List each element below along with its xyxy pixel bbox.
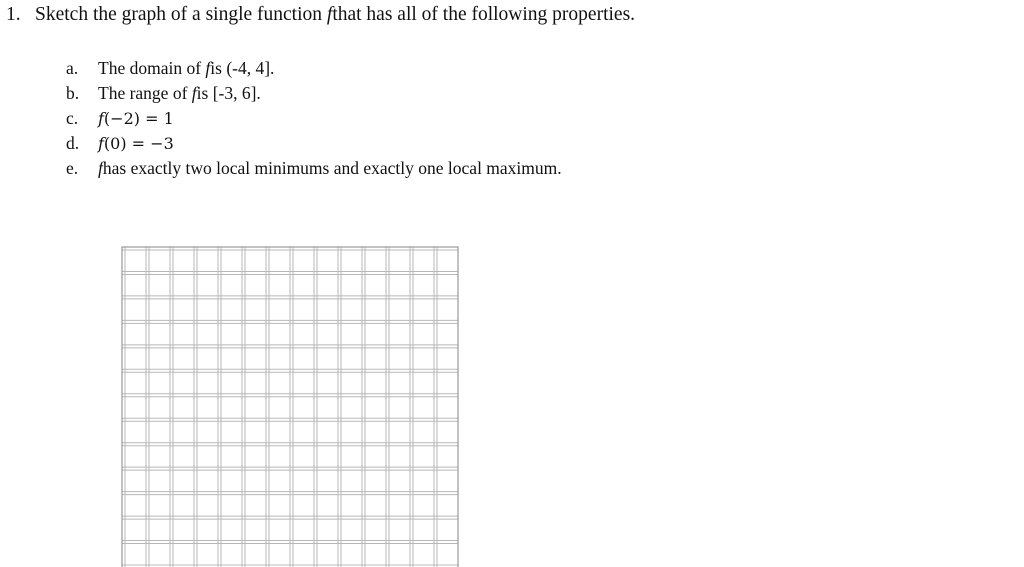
function-symbol: f — [98, 158, 103, 178]
property-text: The domain of — [98, 58, 206, 78]
property-b — [66, 81, 562, 106]
property-d — [66, 131, 562, 156]
property-text: is [-3, 6]. — [196, 83, 261, 103]
property-math: (−2) = 1 — [103, 109, 174, 128]
blank-graph-grid — [120, 245, 460, 567]
question-prompt — [6, 4, 635, 26]
property-letter: b. — [66, 83, 80, 103]
property-letter: c. — [66, 108, 79, 128]
property-text: is (-4, 4]. — [210, 58, 275, 78]
question-text-before: Sketch the graph of a single function — [35, 4, 327, 25]
property-letter: e. — [66, 158, 79, 178]
properties-list — [66, 56, 562, 181]
property-e — [66, 156, 562, 181]
function-symbol: f — [191, 83, 197, 103]
property-a — [66, 56, 562, 81]
property-math: (0) = −3 — [103, 134, 174, 153]
question-text-after: that has all of the following properties. — [332, 4, 636, 25]
function-symbol: f — [205, 58, 211, 78]
question-number: 1. — [6, 4, 21, 25]
property-letter: d. — [66, 133, 80, 153]
function-symbol: f — [98, 134, 104, 153]
function-symbol: f — [326, 4, 333, 25]
graph-grid — [120, 245, 460, 567]
property-text: has exactly two local minimums and exactly one local maximum. — [102, 158, 562, 178]
function-symbol: f — [98, 109, 104, 128]
property-text: The range of — [98, 83, 192, 103]
property-letter: a. — [66, 58, 79, 78]
property-c — [66, 106, 562, 131]
